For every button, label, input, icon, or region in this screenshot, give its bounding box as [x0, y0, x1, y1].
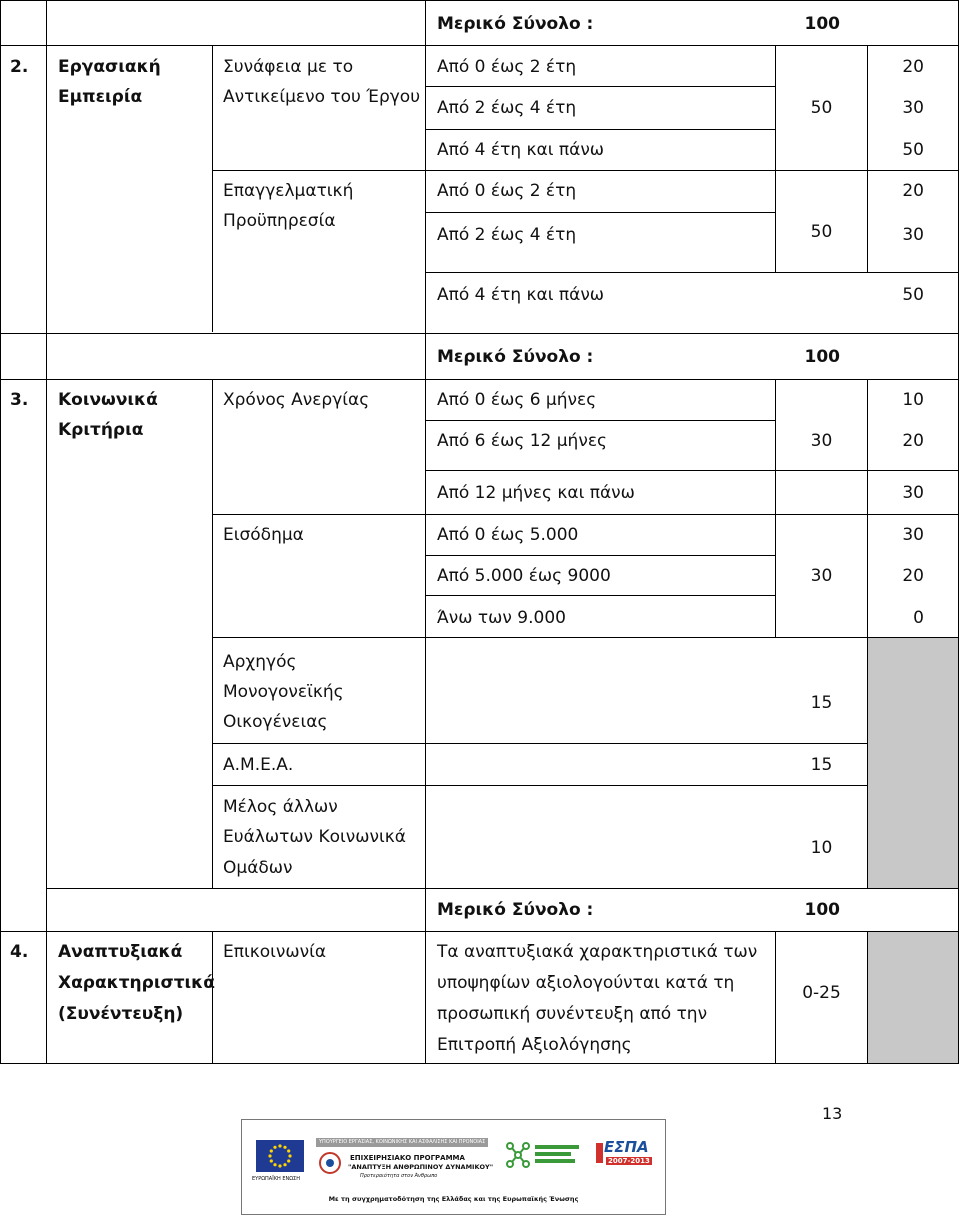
criterion-title: Χαρακτηριστικά — [58, 973, 215, 993]
table-border-left — [0, 0, 1, 1064]
row-line — [212, 785, 867, 786]
score-value: 20 — [902, 181, 924, 201]
row-line — [0, 333, 959, 334]
score-value: 20 — [902, 57, 924, 77]
footer-logo-banner — [241, 1119, 666, 1215]
subcriterion-name: Μέλος άλλων — [223, 797, 338, 817]
row-line — [212, 743, 867, 744]
criterion-title: Εμπειρία — [58, 87, 143, 107]
criterion-number: 2. — [10, 57, 29, 77]
row-line-s2-start — [0, 45, 959, 46]
row-line — [212, 170, 959, 171]
eu-flag-icon — [256, 1140, 304, 1172]
col-line-weight-s3 — [775, 379, 776, 637]
scale-label: Από 2 έως 4 έτη — [437, 225, 577, 245]
subtotal-value: 100 — [804, 347, 840, 367]
criterion-number: 3. — [10, 390, 29, 410]
criterion-title: Αναπτυξιακά — [58, 942, 183, 962]
row-line — [425, 212, 776, 213]
criterion-title: Κριτήρια — [58, 420, 144, 440]
programme-motto: Προτεραιότητα στον Άνθρωπο — [360, 1173, 438, 1179]
weight-value: 30 — [810, 431, 833, 451]
cofinance-caption: Με τη συγχρηματοδότηση της Ελλάδας και της Ευρωπαϊκής Ένωσης — [328, 1195, 579, 1203]
criterion-title: (Συνέντευξη) — [58, 1004, 184, 1024]
score-value: 30 — [902, 525, 924, 545]
row-line-bottom — [0, 1063, 959, 1064]
weight-value: 50 — [810, 98, 833, 118]
row-line — [425, 86, 776, 87]
row-line — [425, 595, 776, 596]
subcriterion-name: Α.Μ.Ε.Α. — [223, 755, 294, 775]
weight-value: 15 — [810, 755, 833, 775]
subtotal-value: 100 — [804, 14, 840, 34]
subcriterion-name: Επικοινωνία — [223, 942, 327, 962]
espa-logo: ΕΣΠΑ — [604, 1138, 649, 1156]
scale-label: Από 0 έως 5.000 — [437, 525, 579, 545]
row-line-s4-start — [0, 931, 959, 932]
row-line-s3-start — [0, 379, 959, 380]
score-value: 50 — [902, 140, 924, 160]
subcriterion-name: Χρόνος Ανεργίας — [223, 390, 370, 410]
scale-label: Από 4 έτη και πάνω — [437, 140, 605, 160]
subcriterion-name: Ομάδων — [223, 858, 293, 878]
subtotal-value: 100 — [804, 900, 840, 920]
shaded-cell — [868, 638, 958, 888]
score-value: 20 — [902, 566, 924, 586]
subcriterion-name: Συνάφεια με το — [223, 57, 354, 77]
score-value: 10 — [902, 390, 924, 410]
eu-caption: ΕΥΡΩΠΑΪΚΗ ΕΝΩΣΗ — [252, 1176, 300, 1182]
row-line — [425, 129, 776, 130]
shaded-cell — [868, 932, 958, 1063]
programme-title: ΕΠΙΧΕΙΡΗΣΙΑΚΟ ΠΡΟΓΡΑΜΜΑ — [350, 1154, 465, 1162]
scale-label: Από 0 έως 2 έτη — [437, 57, 577, 77]
col-line-crit-s4 — [212, 931, 213, 1064]
subcriterion-name: Μονογονεϊκής — [223, 682, 344, 702]
col-line-num — [46, 0, 47, 1064]
col-line-crit-s2 — [212, 45, 213, 332]
description-text: Τα αναπτυξιακά χαρακτηριστικά των — [437, 942, 758, 962]
subcriterion-name: Αρχηγός — [223, 652, 297, 672]
scale-label: Από 6 έως 12 μήνες — [437, 431, 607, 451]
weight-value: 50 — [810, 222, 833, 242]
subcriterion-name: Αντικείμενο του Έργου — [223, 87, 421, 107]
score-value: 20 — [902, 431, 924, 451]
col-line-crit-s3 — [212, 379, 213, 888]
scale-label: Από 12 μήνες και πάνω — [437, 483, 635, 503]
programme-title: "ΑΝΑΠΤΥΞΗ ΑΝΘΡΩΠΙΝΟΥ ΔΥΝΑΜΙΚΟΥ" — [348, 1163, 494, 1171]
scale-label: Από 4 έτη και πάνω — [437, 285, 605, 305]
scale-label: Από 2 έως 4 έτη — [437, 98, 577, 118]
espa-flag-icon — [596, 1143, 603, 1163]
scale-label: Από 0 έως 2 έτη — [437, 181, 577, 201]
social-dimension-wordmark — [535, 1142, 585, 1164]
subcriterion-name: Προϋπηρεσία — [223, 211, 336, 231]
weight-value: 15 — [810, 693, 833, 713]
score-value: 50 — [902, 285, 924, 305]
ministry-text: ΥΠΟΥΡΓΕΙΟ ΕΡΓΑΣΙΑΣ, ΚΟΙΝΩΝΙΚΗΣ ΚΑΙ ΑΣΦΑΛΙΣΗΣ ΚΑΙ ΠΡΟΝΟΙΑΣ — [319, 1139, 486, 1145]
subtotal-label: Μερικό Σύνολο : — [437, 14, 594, 34]
social-dimension-logo-icon — [504, 1140, 532, 1170]
ministry-strip — [316, 1138, 488, 1147]
programme-emblem-icon — [318, 1151, 342, 1175]
row-line — [425, 470, 959, 471]
score-value: 0 — [913, 608, 924, 628]
subtotal-label: Μερικό Σύνολο : — [437, 347, 594, 367]
score-value: 30 — [902, 483, 924, 503]
score-value: 30 — [902, 98, 924, 118]
row-line — [425, 555, 776, 556]
espa-years: 2007-2013 — [608, 1157, 650, 1165]
criterion-number: 4. — [10, 942, 29, 962]
subtotal-label: Μερικό Σύνολο : — [437, 900, 594, 920]
table-border-right — [958, 0, 959, 1064]
description-text: Επιτροπή Αξιολόγησης — [437, 1035, 632, 1055]
scale-label: Άνω των 9.000 — [437, 608, 566, 628]
subcriterion-name: Εισόδημα — [223, 525, 304, 545]
row-line — [212, 514, 959, 515]
col-line-sub — [425, 0, 426, 1064]
row-line — [425, 420, 776, 421]
weight-value: 10 — [810, 838, 833, 858]
weight-value: 0-25 — [802, 983, 841, 1003]
description-text: υποψηφίων αξιολογούνται κατά τη — [437, 973, 735, 993]
subcriterion-name: Επαγγελματική — [223, 181, 354, 201]
criterion-title: Εργασιακή — [58, 57, 161, 77]
description-text: προσωπική συνέντευξη από την — [437, 1004, 708, 1024]
row-line-top — [0, 0, 959, 1]
scale-label: Από 5.000 έως 9000 — [437, 566, 611, 586]
criterion-title: Κοινωνικά — [58, 390, 158, 410]
subcriterion-name: Οικογένειας — [223, 712, 328, 732]
row-line — [425, 272, 959, 273]
weight-value: 30 — [810, 566, 833, 586]
subcriterion-name: Ευάλωτων Κοινωνικά — [223, 827, 406, 847]
score-value: 30 — [902, 225, 924, 245]
page-number: 13 — [822, 1104, 843, 1123]
row-line — [212, 637, 959, 638]
row-line — [46, 888, 959, 889]
scale-label: Από 0 έως 6 μήνες — [437, 390, 597, 410]
